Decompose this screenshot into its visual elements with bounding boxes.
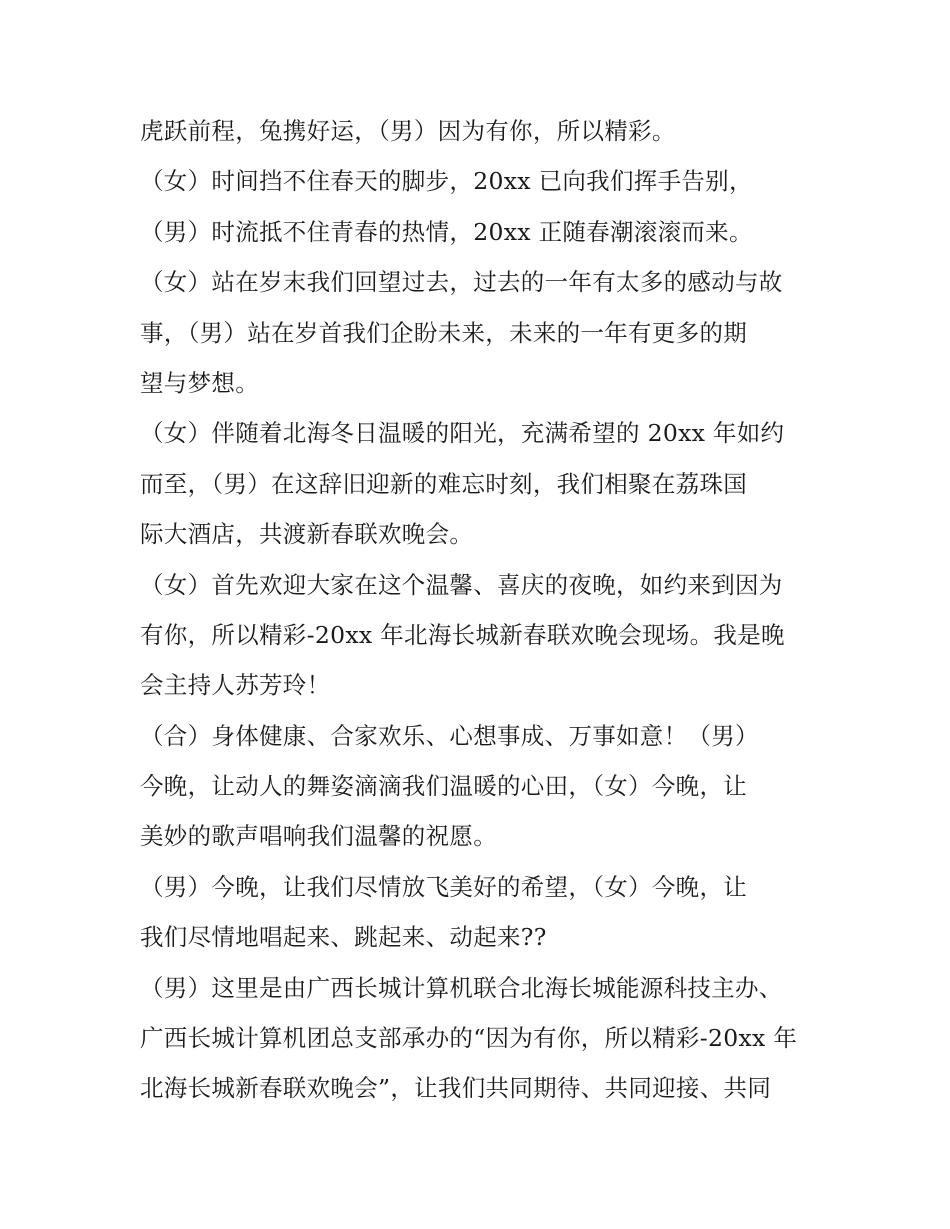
text-line-5: 事，（男）站在岁首我们企盼未来，未来的一年有更多的期 (140, 318, 748, 347)
text-line-17: 我们尽情地唱起来、跳起来、动起来?? (140, 923, 547, 952)
text-line-2: （女）时间挡不住春天的脚步，20xx 已向我们挥手告别， (140, 167, 753, 196)
text-line-13: （合）身体健康、合家欢乐、心想事成、万事如意！（男） (140, 721, 759, 750)
text-line-4: （女）站在岁末我们回望过去，过去的一年有太多的感动与故 (140, 268, 783, 297)
text-line-18: （男）这里是由广西长城计算机联合北海长城能源科技主办、 (140, 973, 783, 1002)
text-line-3: （男）时流抵不住青春的热情，20xx 正随春潮滚滚而来。 (140, 217, 753, 246)
text-line-20: 北海长城新春联欢晚会”，让我们共同期待、共同迎接、共同 (140, 1074, 772, 1103)
text-line-14: 今晚，让动人的舞姿滴滴我们温暖的心田，（女）今晚，让 (140, 772, 748, 801)
text-line-12: 会主持人苏芳玲！ (140, 671, 331, 700)
text-line-1: 虎跃前程，兔携好运，（男）因为有你，所以精彩。 (140, 117, 676, 145)
text-line-15: 美妙的歌声唱响我们温馨的祝愿。 (140, 822, 497, 851)
document-body (140, 106, 820, 1114)
text-line-6: 望与梦想。 (140, 368, 259, 397)
text-line-11: 有你，所以精彩-20xx 年北海长城新春联欢晚会现场。我是晚 (140, 620, 785, 649)
text-line-8: 而至，（男）在这辞旧迎新的难忘时刻，我们相聚在荔珠国 (140, 469, 748, 498)
text-line-16: （男）今晚，让我们尽情放飞美好的希望，（女）今晚，让 (140, 872, 748, 901)
text-line-10: （女）首先欢迎大家在这个温馨、喜庆的夜晚，如约来到因为 (140, 570, 783, 599)
text-line-19: 广西长城计算机团总支部承办的“因为有你，所以精彩-20xx 年 (140, 1024, 798, 1053)
text-line-7: （女）伴随着北海冬日温暖的阳光，充满希望的 20xx 年如约 (140, 419, 785, 448)
text-line-9: 际大酒店，共渡新春联欢晚会。 (140, 520, 474, 549)
